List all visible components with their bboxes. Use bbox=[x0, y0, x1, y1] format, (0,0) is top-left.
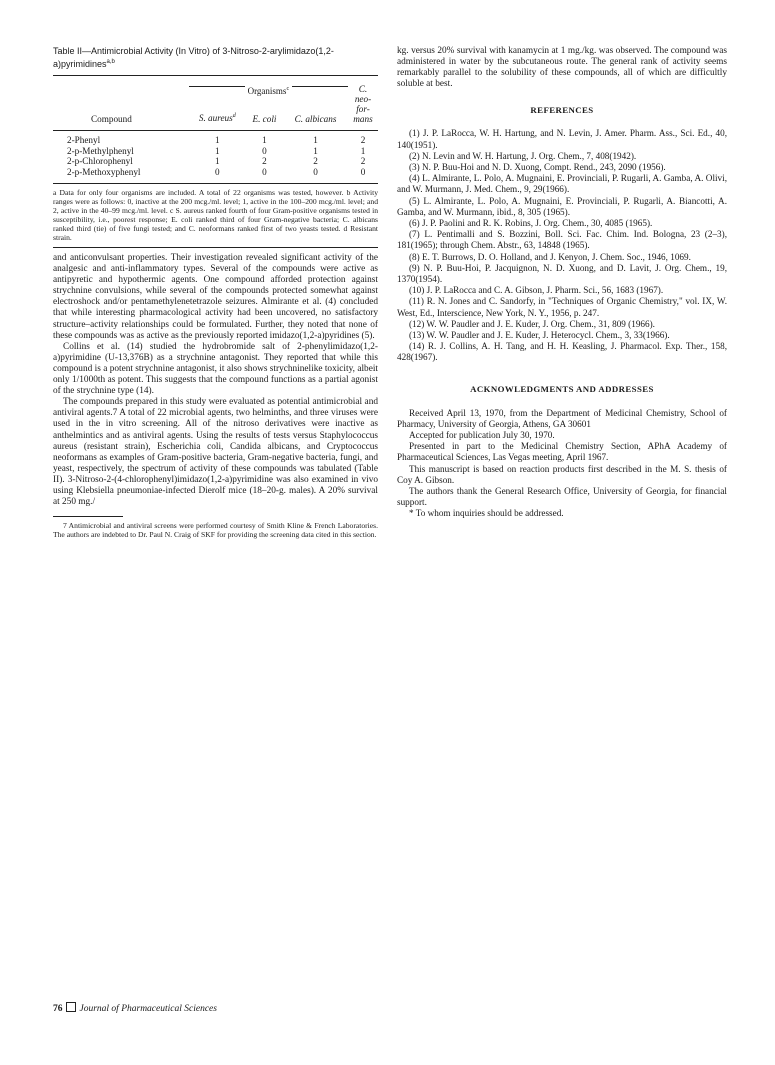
reference-item: (1) J. P. LaRocca, W. H. Hartung, and N. Levin, J. Amer. Pharm. Ass., Sci. Ed., 40, 140(1951). bbox=[397, 128, 727, 150]
acknowledgment-item: The authors thank the General Research Office, University of Georgia, for financial support. bbox=[397, 486, 727, 508]
reference-item: (6) J. P. Paolini and R. K. Robins, J. Org. Chem., 30, 4085 (1965). bbox=[409, 218, 653, 228]
left-column bbox=[53, 46, 378, 539]
column-footnote: 7 Antimicrobial and antiviral screens were performed courtesy of Smith Kline & French Laboratories. The authors are indebted to Dr. Paul N. Craig of SKF for providing the screening data cited in this section. bbox=[53, 521, 378, 540]
body-paragraph: kg. versus 20% survival with kanamycin at 1 mg./kg. was observed. The compound was administered in water by the subcutaneous route. The general rank of activity seems remarkably parallel to the solubility of these compounds, all of which are difficultly soluble at best. bbox=[397, 46, 727, 90]
organisms-group-header: Organisms$^c$ bbox=[189, 80, 348, 96]
reference-item: (8) E. T. Burrows, D. O. Holland, and J. Kenyon, J. Chem. Soc., 1946, 1069. bbox=[409, 251, 691, 262]
reference-item: (7) L. Pentimalli and S. Bozzini, Boll. Sci. Fac. Chim. Ind. Bologna, 23 (2–3), 181(1965); through Chem. Abstr., 63, 14848 (1965). bbox=[397, 229, 727, 251]
acknowledgment-item: This manuscript is based on reaction products first described in the M. S. thesis of Coy A. Gibson. bbox=[397, 463, 727, 485]
journal-name: Journal of Pharmaceutical Sciences bbox=[79, 1004, 217, 1014]
reference-item: (11) R. N. Jones and C. Sandorfy, in "Techniques of Organic Chemistry," vol. IX, W. West, Ed., Interscience, New York, N. Y., 1956, p. 247. bbox=[397, 296, 727, 318]
acknowledgment-item: Accepted for publication July 30, 1970. bbox=[409, 430, 555, 441]
reference-item: (14) R. J. Collins, A. H. Tang, and H. H. Keasling, J. Pharmacol. Exp. Ther., 158, 428(1967). bbox=[397, 341, 727, 363]
table-row: 2-Phenyl 1 1 1 2 bbox=[67, 135, 366, 145]
references-list bbox=[397, 128, 727, 363]
acknowledgment-item: Received April 13, 1970, from the Department of Medicinal Chemistry, School of Pharmacy, University of Georgia, Athens, GA 30601 bbox=[397, 407, 727, 429]
body-paragraph: and anticonvulsant properties. Their investigation revealed significant activity of the analgesic and anti-inflammatory types. Several of the compounds were active as antipyretic and hypothermic agents. One compound afforded protection against strychnine convulsions, while several of the compounds protected somewhat against electroshock and/or pentamethylenetetrazole seizures. Almirante et al. (4) concluded that while interesting pharmacological activity had been uncovered, no satisfactory structure–activity relationships could be formulated. Further, they noted that none of these compounds was as active as the previously reported imidazo(1,2-a)pyridines (5). bbox=[53, 253, 378, 341]
col-header-c-albicans: C. albicans bbox=[294, 113, 337, 124]
table-end-rule bbox=[53, 247, 378, 248]
page-number: 76 bbox=[53, 1004, 63, 1014]
reference-item: (9) N. P. Buu-Hoi, P. Jacquignon, N. D. Xuong, and D. Lavit, J. Org. Chem., 19, 1370(1954). bbox=[397, 262, 727, 285]
col-header-s-aureus: S. aureus$^d$ bbox=[198, 113, 236, 124]
acknowledgment-item: Presented in part to the Medicinal Chemistry Section, APhA Academy of Pharmaceutical Sciences, Las Vegas meeting, April 1967. bbox=[397, 441, 727, 463]
col-header-e-coli: E. coli bbox=[252, 113, 277, 124]
table-bottom-rule bbox=[53, 183, 378, 184]
acknowledgments-list bbox=[397, 408, 727, 520]
reference-item: (13) W. W. Paudler and J. E. Kuder, J. Heterocycl. Chem., 3, 33(1966). bbox=[409, 330, 670, 341]
references-heading: REFERENCES bbox=[530, 105, 594, 116]
reference-item: (5) L. Almirante, L. Polo, A. Mugnaini, E. Provinciali, P. Rugarli, A. Biancotti, A. Gamba, and W. Murmann, ibid., 8, 305 (1965). bbox=[397, 195, 727, 217]
acknowledgment-item: * To whom inquiries should be addressed. bbox=[409, 508, 564, 519]
reference-item: (3) N. P. Buu-Hoi and N. D. Xuong, Compt. Rend., 243, 2090 (1956). bbox=[409, 161, 666, 172]
table-top-rule bbox=[53, 75, 378, 76]
table-row: 2-p-Methylphenyl 1 0 1 1 bbox=[67, 145, 366, 156]
page-footer bbox=[53, 1002, 217, 1014]
body-paragraph: The compounds prepared in this study were evaluated as potential antimicrobial and antiviral agents.7 A total of 22 microbial agents, two helminths, and three viruses were used in the in vitro screening. All of the nitroso derivatives were inactive as anthelmintics and as antiviral agents. Using the results of tests versus Staphylococcus aureus (resistant strain), Escherichia coli, Candida albicans, and Cryptococcus neoformans as examples of Gram-positive bacteria, Gram-negative bacteria, fungi, and yeast, respectively, the spectrum of activity of these compounds was tabulated (Table II). 3-Nitroso-2-(4-chlorophenyl)imidazo(1,2-a)pyrimidine was also examined in vivo using Klebsiella pneumoniae-infected Dierolf mice (18–20-g. males). A 20% survival at 250 mg./ bbox=[53, 397, 378, 508]
reference-item: (4) L. Almirante, L. Polo, A. Mugnaini, E. Provinciali, P. Rugarli, A. Gamba, A. Olivi, and W. Murmann, J. Med. Chem., 9, 29(1966). bbox=[397, 173, 727, 195]
table-row: 2-p-Methoxyphenyl 0 0 0 0 bbox=[67, 166, 366, 177]
table-title: Table II—Antimicrobial Activity (In Vitro) of 3-Nitroso-2-arylimidazo(1,2-a)pyrimidines$^{a,b}$ bbox=[53, 46, 334, 69]
reference-item: (2) N. Levin and W. H. Hartung, J. Org. Chem., 7, 408(1942). bbox=[409, 150, 637, 161]
activity-table bbox=[53, 80, 378, 177]
body-paragraph: Collins et al. (14) studied the hydrobromide salt of 2-phenylimidazo(1,2-a)pyrimidine (U-13,376B) as a strychnine antagonist. They reported that while this compound is a potent strychnine antagonist, it also shows strychninelike toxicity, albeit only 1/1000th as potent. This suggests that the compound functions as a partial agonist of the strychnine type (14). bbox=[53, 341, 378, 397]
col-header-c-neoformans: C. neo- for- mans bbox=[353, 84, 373, 124]
reference-item: (10) J. P. LaRocca and C. A. Gibson, J. Pharm. Sci., 56, 1683 (1967). bbox=[409, 285, 664, 296]
reference-item: (12) W. W. Paudler and J. E. Kuder, J. Org. Chem., 31, 809 (1966). bbox=[409, 318, 655, 329]
separator-box-icon bbox=[66, 1002, 76, 1012]
table-row: 2-p-Chlorophenyl 1 2 2 2 bbox=[67, 156, 366, 166]
col-header-compound: Compound bbox=[91, 113, 132, 124]
right-column bbox=[397, 46, 727, 520]
table-footnote: a Data for only four organisms are included. A total of 22 organisms was tested, however. b Activity ranges were as follows: 0, inactive at the 200 mcg./ml. level; 1, active in the 100–200 mcg./ml. level; and 2, active in the 40–99 mcg./ml. level. c S. aureus ranked fourth of four Gram-positive organisms tested in susceptibility, i.e., poorest response; E. coli ranked third of four Gram-negative bacteria; C. albicans ranked third (tie) of five fungi tested; and C. neoformans ranked first of two yeasts tested. d Resistant strain. bbox=[53, 188, 378, 242]
footnote-rule bbox=[53, 516, 123, 517]
acknowledgments-heading: ACKNOWLEDGMENTS AND ADDRESSES bbox=[470, 383, 654, 394]
